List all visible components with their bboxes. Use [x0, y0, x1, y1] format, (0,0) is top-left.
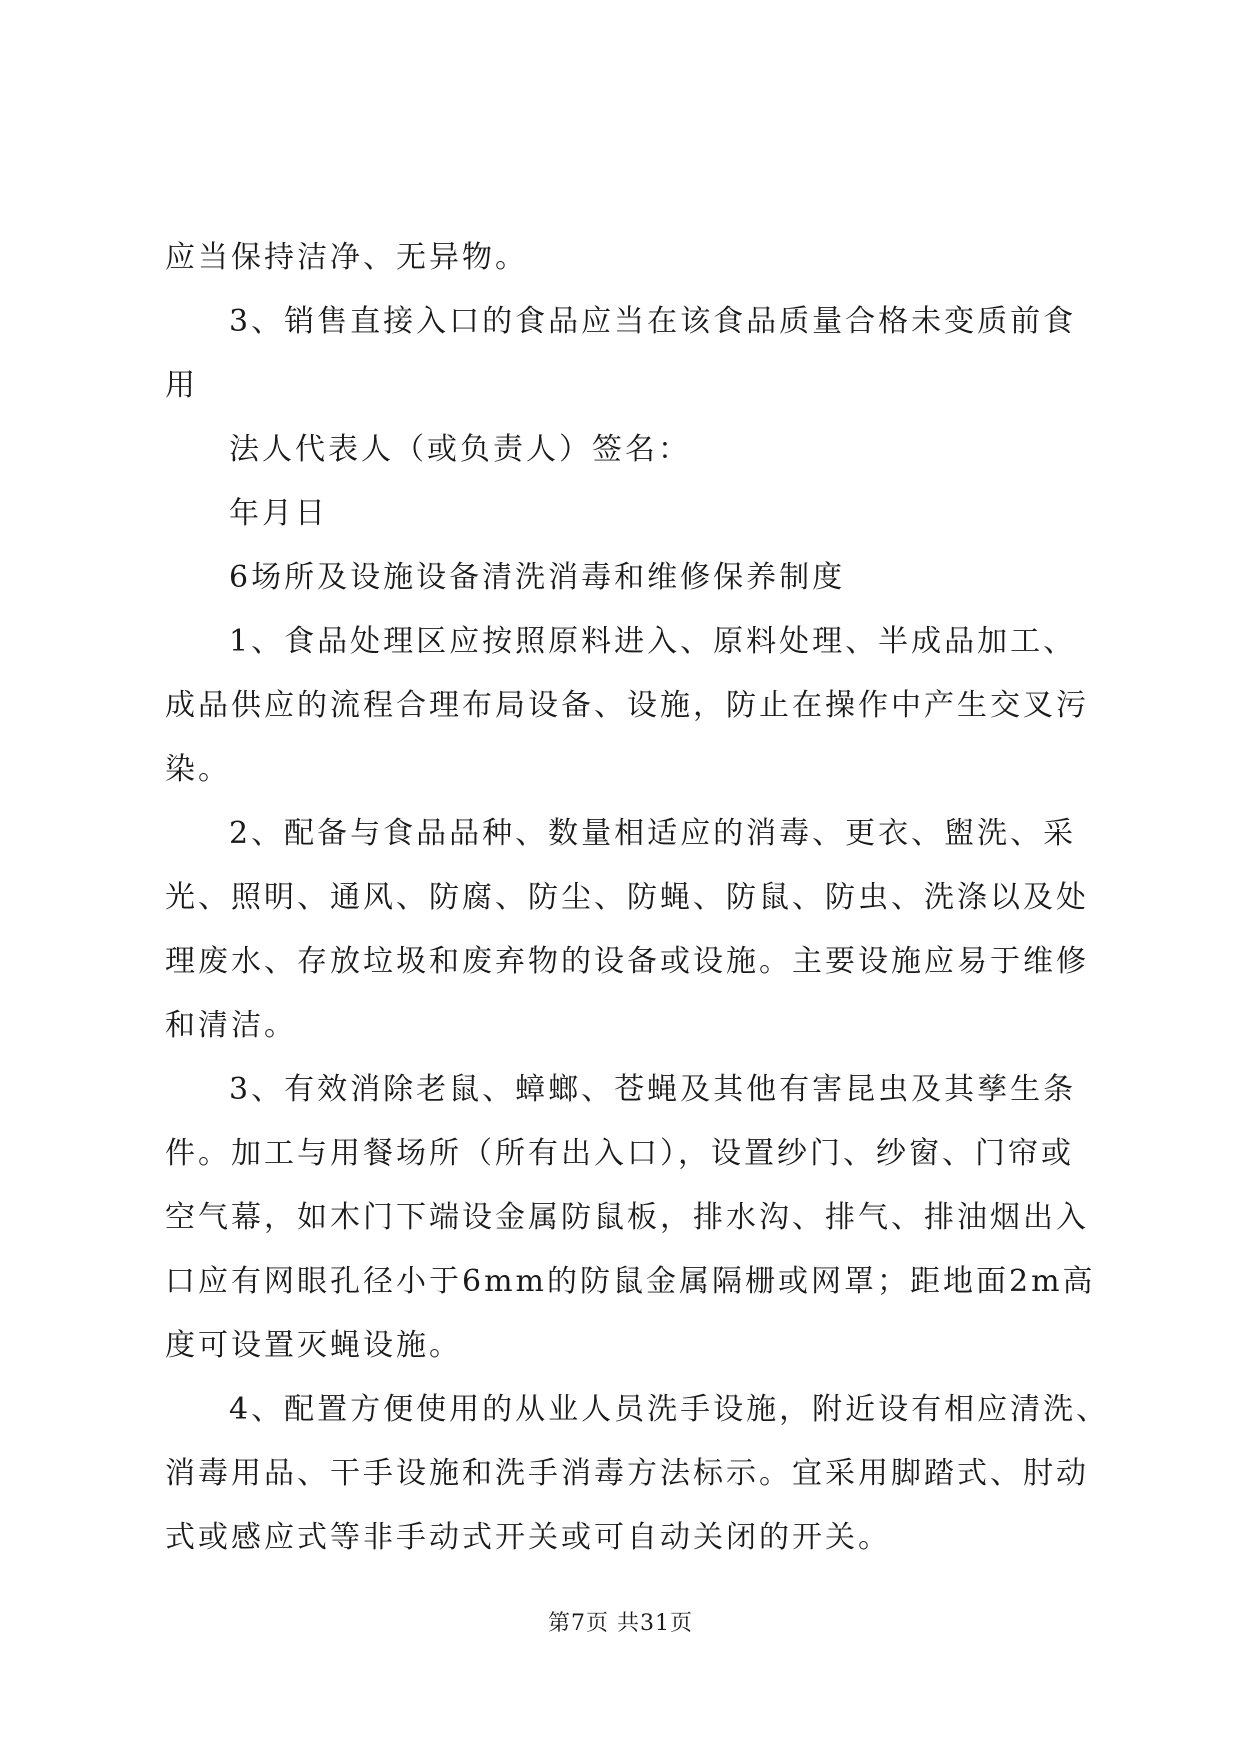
text-line: 件。加工与用餐场所（所有出入口），设置纱门、纱窗、门帘或: [165, 1136, 1074, 1171]
text-line: 理废水、存放垃圾和废弃物的设备或设施。主要设施应易于维修: [165, 944, 1089, 979]
text-line: 3、有效消除老鼠、蟑螂、苍蝇及其他有害昆虫及其孳生条: [229, 1072, 1077, 1107]
text-line: 1、食品处理区应按照原料进入、原料处理、半成品加工、: [229, 624, 1077, 659]
text-line: 3、销售直接入口的食品应当在该食品质量合格未变质前食: [229, 304, 1077, 339]
text-line: 2、配备与食品品种、数量相适应的消毒、更衣、盥洗、采: [229, 816, 1077, 851]
text-line: 光、照明、通风、防腐、防尘、防蝇、防鼠、防虫、洗涤以及处: [165, 880, 1089, 915]
text-line: 染。: [165, 752, 231, 787]
section-heading: 6场所及设施设备清洗消毒和维修保养制度: [229, 560, 846, 595]
text-line: 用: [165, 368, 198, 403]
text-line: 空气幕，如木门下端设金属防鼠板，排水沟、排气、排油烟出入: [165, 1200, 1089, 1235]
text-line: 式或感应式等非手动式开关或可自动关闭的开关。: [165, 1520, 891, 1555]
text-line: 度可设置灭蝇设施。: [165, 1328, 462, 1363]
text-line: 消毒用品、干手设施和洗手消毒方法标示。宜采用脚踏式、肘动: [165, 1456, 1089, 1491]
page-number: 第7页 共31页: [548, 1611, 693, 1636]
text-line: 成品供应的流程合理布局设备、设施，防止在操作中产生交叉污: [165, 688, 1089, 723]
page-footer: [0, 1606, 1241, 1637]
text-line: 法人代表人（或负责人）签名：: [229, 432, 691, 467]
text-line: 和清洁。: [165, 1008, 297, 1043]
text-line: 4、配置方便使用的从业人员洗手设施，附近设有相应清洗、: [229, 1392, 1110, 1427]
text-line: 年月日: [229, 496, 328, 531]
text-line: 应当保持洁净、无异物。: [165, 240, 528, 275]
text-line: 口应有网眼孔径小于6mm的防鼠金属隔栅或网罩；距地面2m高: [165, 1264, 1096, 1299]
document-body: [165, 226, 1110, 1570]
